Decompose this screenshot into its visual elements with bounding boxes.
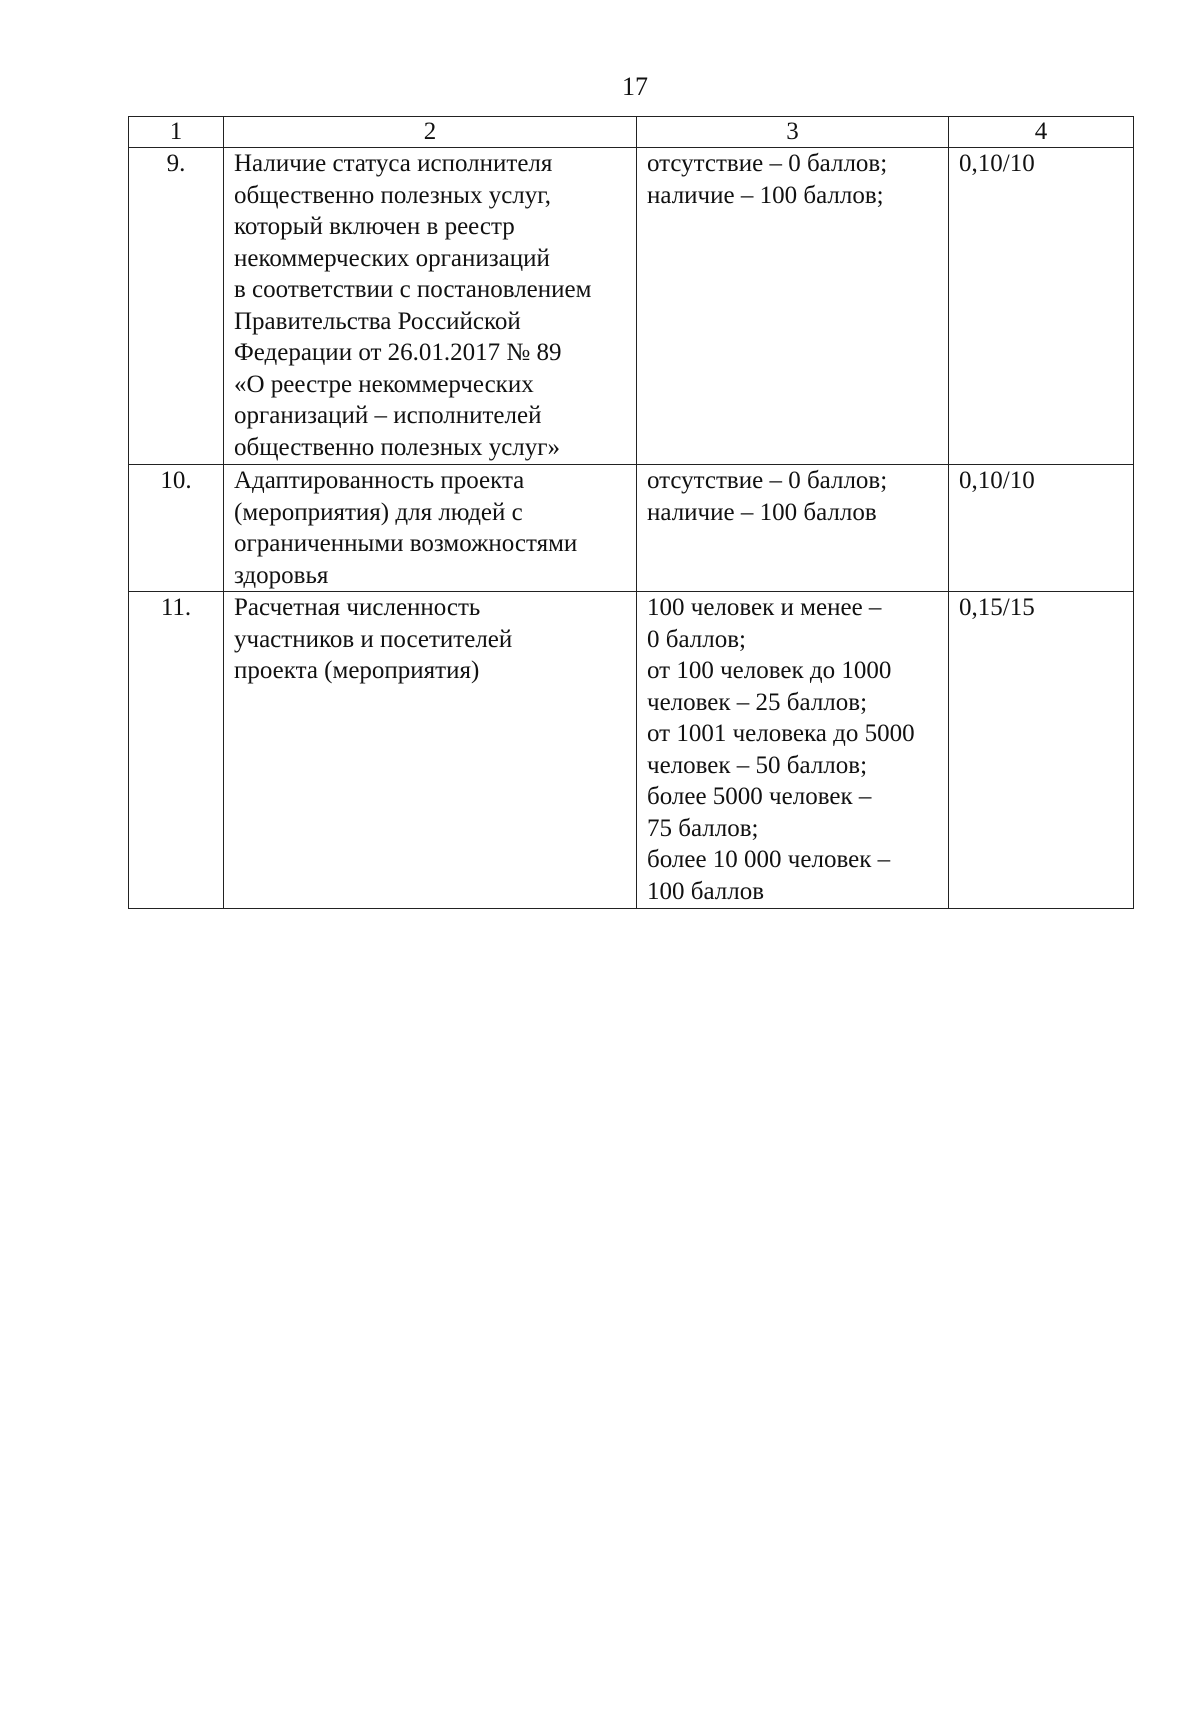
criterion-line: который включен в реестр xyxy=(234,213,515,240)
weight-cell: 0,10/10 xyxy=(949,465,1134,592)
criterion-line: Федерации от 26.01.2017 № 89 xyxy=(234,339,562,366)
scoring-line: человек – 50 баллов; xyxy=(647,751,868,779)
scoring-cell xyxy=(637,465,949,592)
row-number: 10. xyxy=(129,465,224,592)
criterion-line: здоровья xyxy=(234,561,329,589)
table-row xyxy=(129,592,1134,909)
column-header: 2 xyxy=(224,117,637,148)
scoring-line: человек – 25 баллов; xyxy=(647,688,868,716)
row-number: 11. xyxy=(129,592,224,909)
criterion-line: организаций – исполнителей xyxy=(234,402,542,429)
scoring-line: более 5000 человек – xyxy=(647,783,872,810)
table-row xyxy=(129,148,1134,465)
scoring-line: отсутствие – 0 баллов; xyxy=(647,150,888,177)
row-number: 9. xyxy=(129,148,224,465)
scoring-cell xyxy=(637,592,949,909)
criterion-line: в соответствии с постановлением xyxy=(234,276,592,303)
criterion-line: Адаптированность проекта xyxy=(234,467,525,494)
scoring-line: 100 баллов xyxy=(647,877,765,905)
criteria-table xyxy=(128,116,1134,909)
column-header: 3 xyxy=(637,117,949,148)
scoring-line: более 10 000 человек – xyxy=(647,846,891,873)
criterion-cell xyxy=(224,465,637,592)
criterion-line: некоммерческих организаций xyxy=(234,244,550,272)
criterion-cell xyxy=(224,592,637,909)
scoring-cell xyxy=(637,148,949,465)
scoring-line: 0 баллов; xyxy=(647,625,746,653)
scoring-line: от 100 человек до 1000 xyxy=(647,657,892,684)
criterion-line: участников и посетителей xyxy=(234,625,513,653)
weight-cell: 0,15/15 xyxy=(949,592,1134,909)
criterion-line: общественно полезных услуг» xyxy=(234,433,561,461)
weight-cell: 0,10/10 xyxy=(949,148,1134,465)
criterion-cell xyxy=(224,148,637,465)
scoring-line: отсутствие – 0 баллов; xyxy=(647,467,888,494)
scoring-line: от 1001 человека до 5000 xyxy=(647,720,915,747)
criterion-line: проекта (мероприятия) xyxy=(234,657,480,684)
criterion-line: Правительства Российской xyxy=(234,307,521,335)
criterion-line: Наличие статуса исполнителя xyxy=(234,150,553,177)
scoring-line: наличие – 100 баллов xyxy=(647,498,877,526)
scoring-line: наличие – 100 баллов; xyxy=(647,181,884,209)
scoring-line: 75 баллов; xyxy=(647,814,759,842)
scoring-line: 100 человек и менее – xyxy=(647,594,882,621)
criterion-line: ограниченными возможностями xyxy=(234,530,578,557)
criterion-line: (мероприятия) для людей с xyxy=(234,498,523,526)
criterion-line: «О реестре некоммерческих xyxy=(234,370,534,398)
column-header: 1 xyxy=(129,117,224,148)
table-row xyxy=(129,465,1134,592)
criterion-line: общественно полезных услуг, xyxy=(234,181,551,209)
criterion-line: Расчетная численность xyxy=(234,594,481,621)
column-header: 4 xyxy=(949,117,1134,148)
page-number: 17 xyxy=(622,72,648,101)
table-header-row xyxy=(129,117,1134,148)
